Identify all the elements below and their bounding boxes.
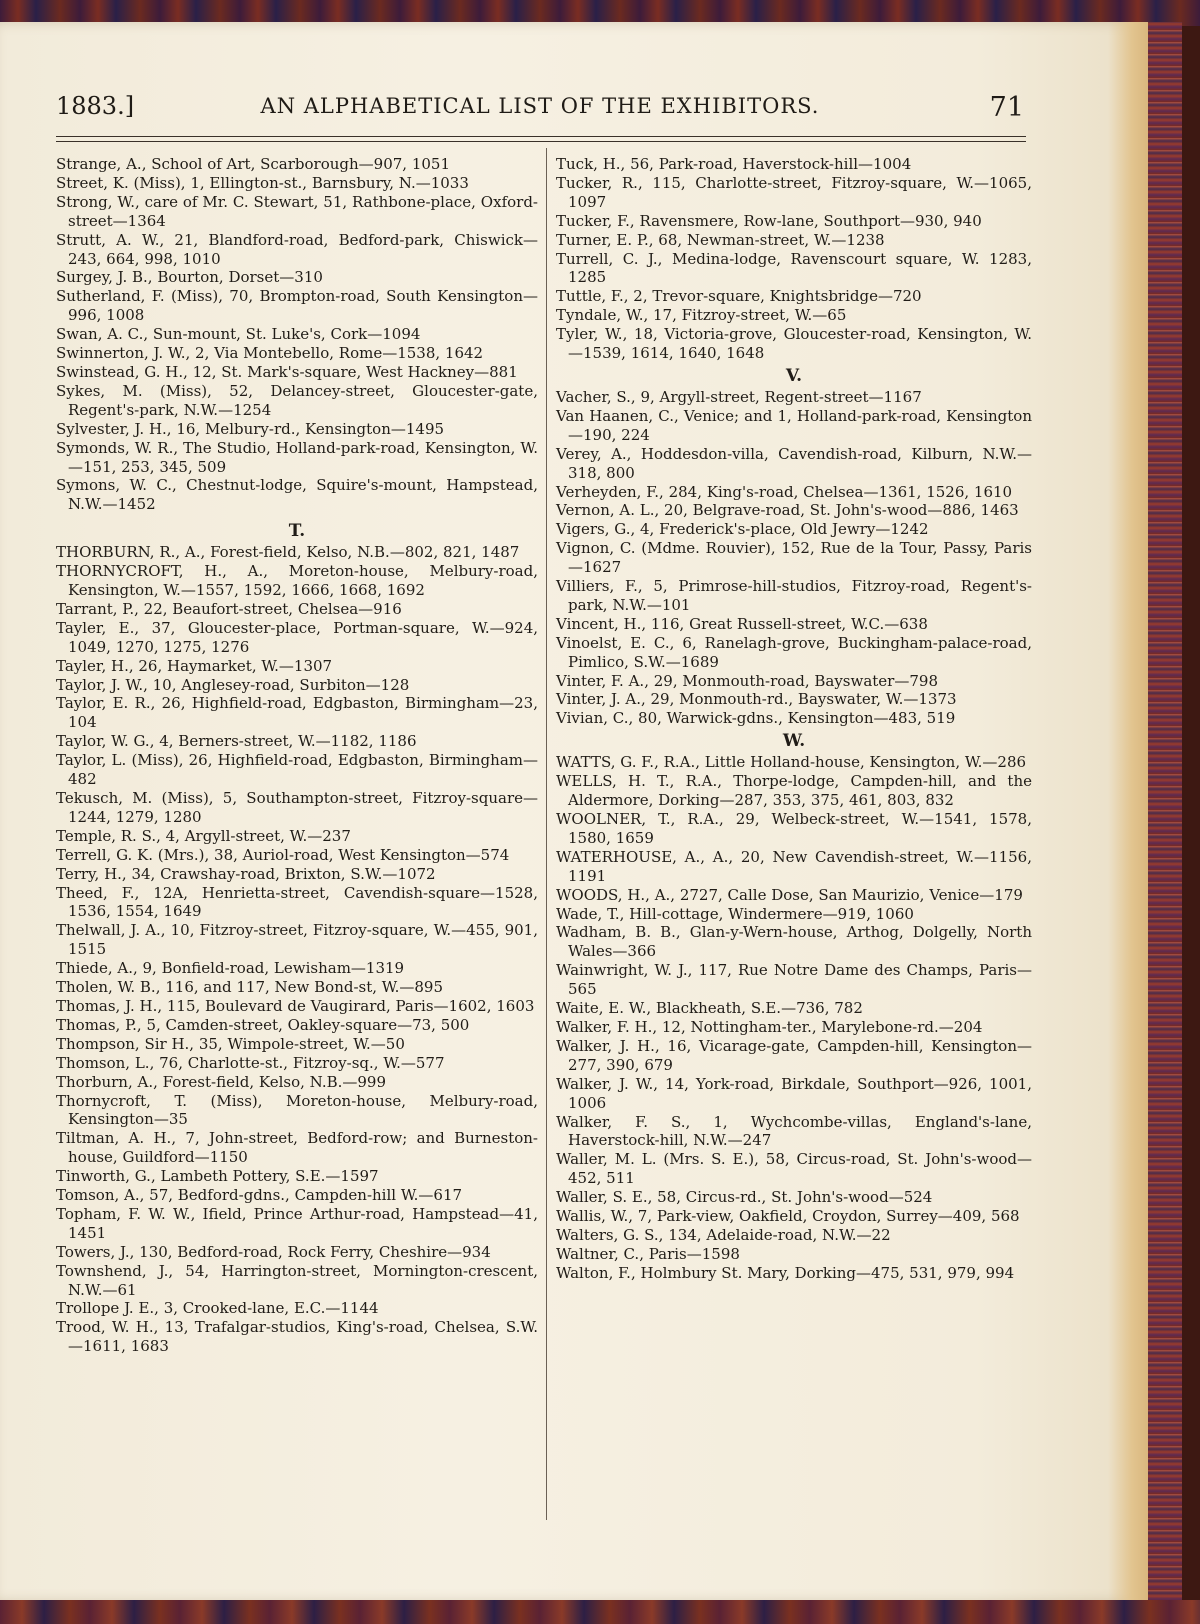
exhibitor-entry: Sutherland, F. (Miss), 70, Brompton-road, South Kensington—996, 1008 <box>56 287 538 325</box>
exhibitor-entry: WOOLNER, T., R.A., 29, Welbeck-street, W.—1541, 1578, 1580, 1659 <box>556 810 1032 847</box>
exhibitor-entry: Thomas, P., 5, Camden-street, Oakley-square—73, 500 <box>56 1015 470 1034</box>
letter-heading-v: V. <box>785 365 803 386</box>
exhibitor-entry: Tiltman, A. H., 7, John-street, Bedford-row; and Burneston-house, Guildford—1150 <box>56 1129 538 1167</box>
exhibitor-entry: Taylor, L. (Miss), 26, Highfield-road, Edgbaston, Birmingham—482 <box>56 751 538 789</box>
exhibitor-entry: Theed, F., 12A, Henrietta-street, Cavendish-square—1528, 1536, 1554, 1649 <box>56 883 538 921</box>
entries-w <box>556 753 1032 1282</box>
exhibitor-entry: Thornycroft, T. (Miss), Moreton-house, Melbury-road, Kensington—35 <box>56 1091 538 1129</box>
exhibitor-entry: Taylor, E. R., 26, Highfield-road, Edgbaston, Birmingham—23, 104 <box>56 694 538 732</box>
exhibitor-entry: Surgey, J. B., Bourton, Dorset—310 <box>56 268 323 287</box>
exhibitor-entry: Tucker, F., Ravensmere, Row-lane, Southport—930, 940 <box>556 211 982 230</box>
running-header <box>56 92 1024 132</box>
entries-t <box>56 543 538 1356</box>
marbled-edge-right <box>1148 22 1182 1602</box>
exhibitor-entry: Walker, F. S., 1, Wychcombe-villas, England's-lane, Haverstock-hill, N.W.—247 <box>556 1112 1032 1150</box>
exhibitor-entry: Waltner, C., Paris—1598 <box>556 1244 740 1263</box>
exhibitor-entry: Walker, F. H., 12, Nottingham-ter., Marylebone-rd.—204 <box>556 1017 983 1036</box>
exhibitor-entry: Thompson, Sir H., 35, Wimpole-street, W.—50 <box>56 1034 405 1053</box>
entries-v <box>556 388 1032 728</box>
exhibitor-entry: Vincent, H., 116, Great Russell-street, W.C.—638 <box>556 614 928 633</box>
exhibitor-entry: Tinworth, G., Lambeth Pottery, S.E.—1597 <box>56 1167 379 1186</box>
exhibitor-entry: Tekusch, M. (Miss), 5, Southampton-street, Fitzroy-square—1244, 1279, 1280 <box>56 789 538 826</box>
exhibitor-entry: Tholen, W. B., 116, and 117, New Bond-st, W.—895 <box>56 978 443 997</box>
page-gutter-shadow <box>1108 22 1148 1602</box>
exhibitor-entry: Thiede, A., 9, Bonfield-road, Lewisham—1319 <box>56 959 405 978</box>
letter-heading-w: W. <box>782 731 806 752</box>
exhibitor-entry: Swan, A. C., Sun-mount, St. Luke's, Cork—1094 <box>56 325 421 344</box>
exhibitor-entry: Waite, E. W., Blackheath, S.E.—736, 782 <box>556 999 863 1018</box>
exhibitor-entry: Vinter, F. A., 29, Monmouth-road, Bayswater—798 <box>556 671 938 690</box>
exhibitor-entry: Townshend, J., 54, Harrington-street, Mornington-crescent, N.W.—61 <box>56 1261 538 1299</box>
exhibitor-entry: Wadham, B. B., Glan-y-Wern-house, Arthog, Dolgelly, North Wales—366 <box>556 923 1032 961</box>
exhibitor-entry: Terrell, G. K. (Mrs.), 38, Auriol-road, West Kensington—574 <box>56 845 510 864</box>
exhibitor-entry: WOODS, H., A., 2727, Calle Dose, San Maurizio, Venice—179 <box>556 885 1023 904</box>
exhibitor-entry: WATTS, G. F., R.A., Little Holland-house, Kensington, W.—286 <box>556 753 1027 772</box>
exhibitor-entry: Temple, R. S., 4, Argyll-street, W.—237 <box>56 826 351 845</box>
exhibitor-entry: WATERHOUSE, A., A., 20, New Cavendish-street, W.—1156, 1191 <box>556 847 1032 885</box>
exhibitor-entry: Tucker, R., 115, Charlotte-street, Fitzroy-square, W.—1065, 1097 <box>556 173 1032 211</box>
exhibitor-entry: Walters, G. S., 134, Adelaide-road, N.W.—22 <box>556 1225 891 1244</box>
exhibitor-entry: Tuck, H., 56, Park-road, Haverstock-hill—1004 <box>556 155 912 173</box>
exhibitor-entry: Terry, H., 34, Crawshay-road, Brixton, S.W.—1072 <box>56 864 436 883</box>
exhibitor-entry: Thelwall, J. A., 10, Fitzroy-street, Fitzroy-square, W.—455, 901, 1515 <box>56 921 538 959</box>
page-number: 71 <box>989 92 1024 123</box>
exhibitor-entry: Tyndale, W., 17, Fitzroy-street, W.—65 <box>556 306 847 325</box>
left-column <box>56 155 538 1356</box>
entries-s <box>56 155 538 514</box>
letter-heading-t: T. <box>288 521 306 542</box>
exhibitor-entry: Strutt, A. W., 21, Blandford-road, Bedford-park, Chiswick—243, 664, 998, 1010 <box>56 230 538 268</box>
exhibitor-entry: Strong, W., care of Mr. C. Stewart, 51, Rathbone-place, Oxford-street—1364 <box>56 192 538 230</box>
marbled-edge-bottom <box>0 1600 1200 1624</box>
entries-t-continued <box>556 155 1032 363</box>
exhibitor-entry: Walker, J. H., 16, Vicarage-gate, Campden-hill, Kensington—277, 390, 679 <box>556 1036 1032 1074</box>
right-column <box>556 155 1032 1283</box>
exhibitor-entry: Taylor, W. G., 4, Berners-street, W.—1182, 1186 <box>56 732 417 751</box>
header-rule <box>56 136 1026 137</box>
header-year: 1883.] <box>56 92 135 120</box>
exhibitor-entry: Vinter, J. A., 29, Monmouth-rd., Bayswater, W.—1373 <box>556 690 957 709</box>
exhibitor-entry: Swinstead, G. H., 12, St. Mark's-square, West Hackney—881 <box>56 362 518 381</box>
exhibitor-entry: Taylor, J. W., 10, Anglesey-road, Surbiton—128 <box>56 675 410 694</box>
exhibitor-entry: Vernon, A. L., 20, Belgrave-road, St. John's-wood—886, 1463 <box>556 501 1019 520</box>
exhibitor-entry: Tayler, H., 26, Haymarket, W.—1307 <box>56 656 333 675</box>
exhibitor-entry: Villiers, F., 5, Primrose-hill-studios, Fitzroy-road, Regent's-park, N.W.—101 <box>556 577 1032 614</box>
exhibitor-entry: THORBURN, R., A., Forest-field, Kelso, N.B.—802, 821, 1487 <box>56 543 520 562</box>
exhibitor-entry: Turrell, C. J., Medina-lodge, Ravenscourt square, W. 1283, 1285 <box>556 249 1032 287</box>
exhibitor-entry: Trood, W. H., 13, Trafalgar-studios, King's-road, Chelsea, S.W.—1611, 1683 <box>56 1318 538 1356</box>
column-divider <box>546 148 547 1520</box>
exhibitor-entry: Trollope J. E., 3, Crooked-lane, E.C.—1144 <box>56 1299 379 1318</box>
exhibitor-entry: Tomson, A., 57, Bedford-gdns., Campden-hill W.—617 <box>56 1186 463 1205</box>
exhibitor-entry: Symons, W. C., Chestnut-lodge, Squire's-mount, Hampstead, N.W.—1452 <box>56 476 538 514</box>
exhibitor-entry: Thomson, L., 76, Charlotte-st., Fitzroy-sq., W.—577 <box>56 1053 445 1072</box>
exhibitor-entry: Walker, J. W., 14, York-road, Birkdale, Southport—926, 1001, 1006 <box>556 1074 1032 1112</box>
header-rule-thin <box>56 141 1026 142</box>
exhibitor-entry: Sykes, M. (Miss), 52, Delancey-street, Gloucester-gate, Regent's-park, N.W.—1254 <box>56 381 538 419</box>
exhibitor-entry: WELLS, H. T., R.A., Thorpe-lodge, Campden-hill, and the Aldermore, Dorking—287, 353, 375, 461, 803, 832 <box>556 772 1032 810</box>
exhibitor-entry: Verheyden, F., 284, King's-road, Chelsea—1361, 1526, 1610 <box>556 482 1013 501</box>
exhibitor-entry: Sylvester, J. H., 16, Melbury-rd., Kensington—1495 <box>56 419 445 438</box>
exhibitor-entry: Strange, A., School of Art, Scarborough—907, 1051 <box>56 155 450 173</box>
exhibitor-entry: Thomas, J. H., 115, Boulevard de Vaugirard, Paris—1602, 1603 <box>56 996 535 1015</box>
exhibitor-entry: Symonds, W. R., The Studio, Holland-park-road, Kensington, W.—151, 253, 345, 509 <box>56 438 538 476</box>
exhibitor-entry: Vinoelst, E. C., 6, Ranelagh-grove, Buckingham-palace-road, Pimlico, S.W.—1689 <box>556 633 1032 671</box>
header-title: AN ALPHABETICAL LIST OF THE EXHIBITORS. <box>260 94 820 118</box>
exhibitor-entry: Verey, A., Hoddesdon-villa, Cavendish-road, Kilburn, N.W.—318, 800 <box>556 444 1032 482</box>
exhibitor-entry: Wainwright, W. J., 117, Rue Notre Dame des Champs, Paris—565 <box>556 961 1032 999</box>
exhibitor-entry: Van Haanen, C., Venice; and 1, Holland-park-road, Kensington—190, 224 <box>556 406 1032 444</box>
exhibitor-entry: Tyler, W., 18, Victoria-grove, Gloucester-road, Kensington, W.—1539, 1614, 1640, 1648 <box>556 325 1032 363</box>
exhibitor-entry: Street, K. (Miss), 1, Ellington-st., Barnsbury, N.—1033 <box>56 173 469 192</box>
exhibitor-entry: Vigers, G., 4, Frederick's-place, Old Jewry—1242 <box>556 520 929 539</box>
exhibitor-entry: Vacher, S., 9, Argyll-street, Regent-street—1167 <box>556 387 922 406</box>
exhibitor-entry: Wallis, W., 7, Park-view, Oakfield, Croydon, Surrey—409, 568 <box>556 1207 1020 1226</box>
exhibitor-entry: THORNYCROFT, H., A., Moreton-house, Melbury-road, Kensington, W.—1557, 1592, 1666, 1668, 1692 <box>56 562 538 600</box>
exhibitor-entry: Wade, T., Hill-cottage, Windermere—919, 1060 <box>556 904 914 923</box>
exhibitor-entry: Tayler, E., 37, Gloucester-place, Portman-square, W.—924, 1049, 1270, 1275, 1276 <box>56 618 538 656</box>
exhibitor-entry: Swinnerton, J. W., 2, Via Montebello, Rome—1538, 1642 <box>56 344 484 363</box>
exhibitor-entry: Vignon, C. (Mdme. Rouvier), 152, Rue de la Tour, Passy, Paris—1627 <box>556 539 1032 577</box>
exhibitor-entry: Towers, J., 130, Bedford-road, Rock Ferry, Cheshire—934 <box>56 1242 491 1261</box>
exhibitor-entry: Waller, S. E., 58, Circus-rd., St. John's-wood—524 <box>556 1188 933 1207</box>
exhibitor-entry: Waller, M. L. (Mrs. S. E.), 58, Circus-road, St. John's-wood—452, 511 <box>556 1150 1032 1188</box>
exhibitor-entry: Tuttle, F., 2, Trevor-square, Knightsbridge—720 <box>556 287 922 306</box>
exhibitor-entry: Walton, F., Holmbury St. Mary, Dorking—475, 531, 979, 994 <box>556 1263 1015 1282</box>
exhibitor-entry: Topham, F. W. W., Ifield, Prince Arthur-road, Hampstead—41, 1451 <box>56 1204 538 1242</box>
exhibitor-entry: Vivian, C., 80, Warwick-gdns., Kensington—483, 519 <box>556 709 956 728</box>
exhibitor-entry: Tarrant, P., 22, Beaufort-street, Chelsea—916 <box>56 599 402 618</box>
exhibitor-entry: Thorburn, A., Forest-field, Kelso, N.B.—999 <box>56 1072 387 1091</box>
exhibitor-entry: Turner, E. P., 68, Newman-street, W.—1238 <box>556 230 885 249</box>
